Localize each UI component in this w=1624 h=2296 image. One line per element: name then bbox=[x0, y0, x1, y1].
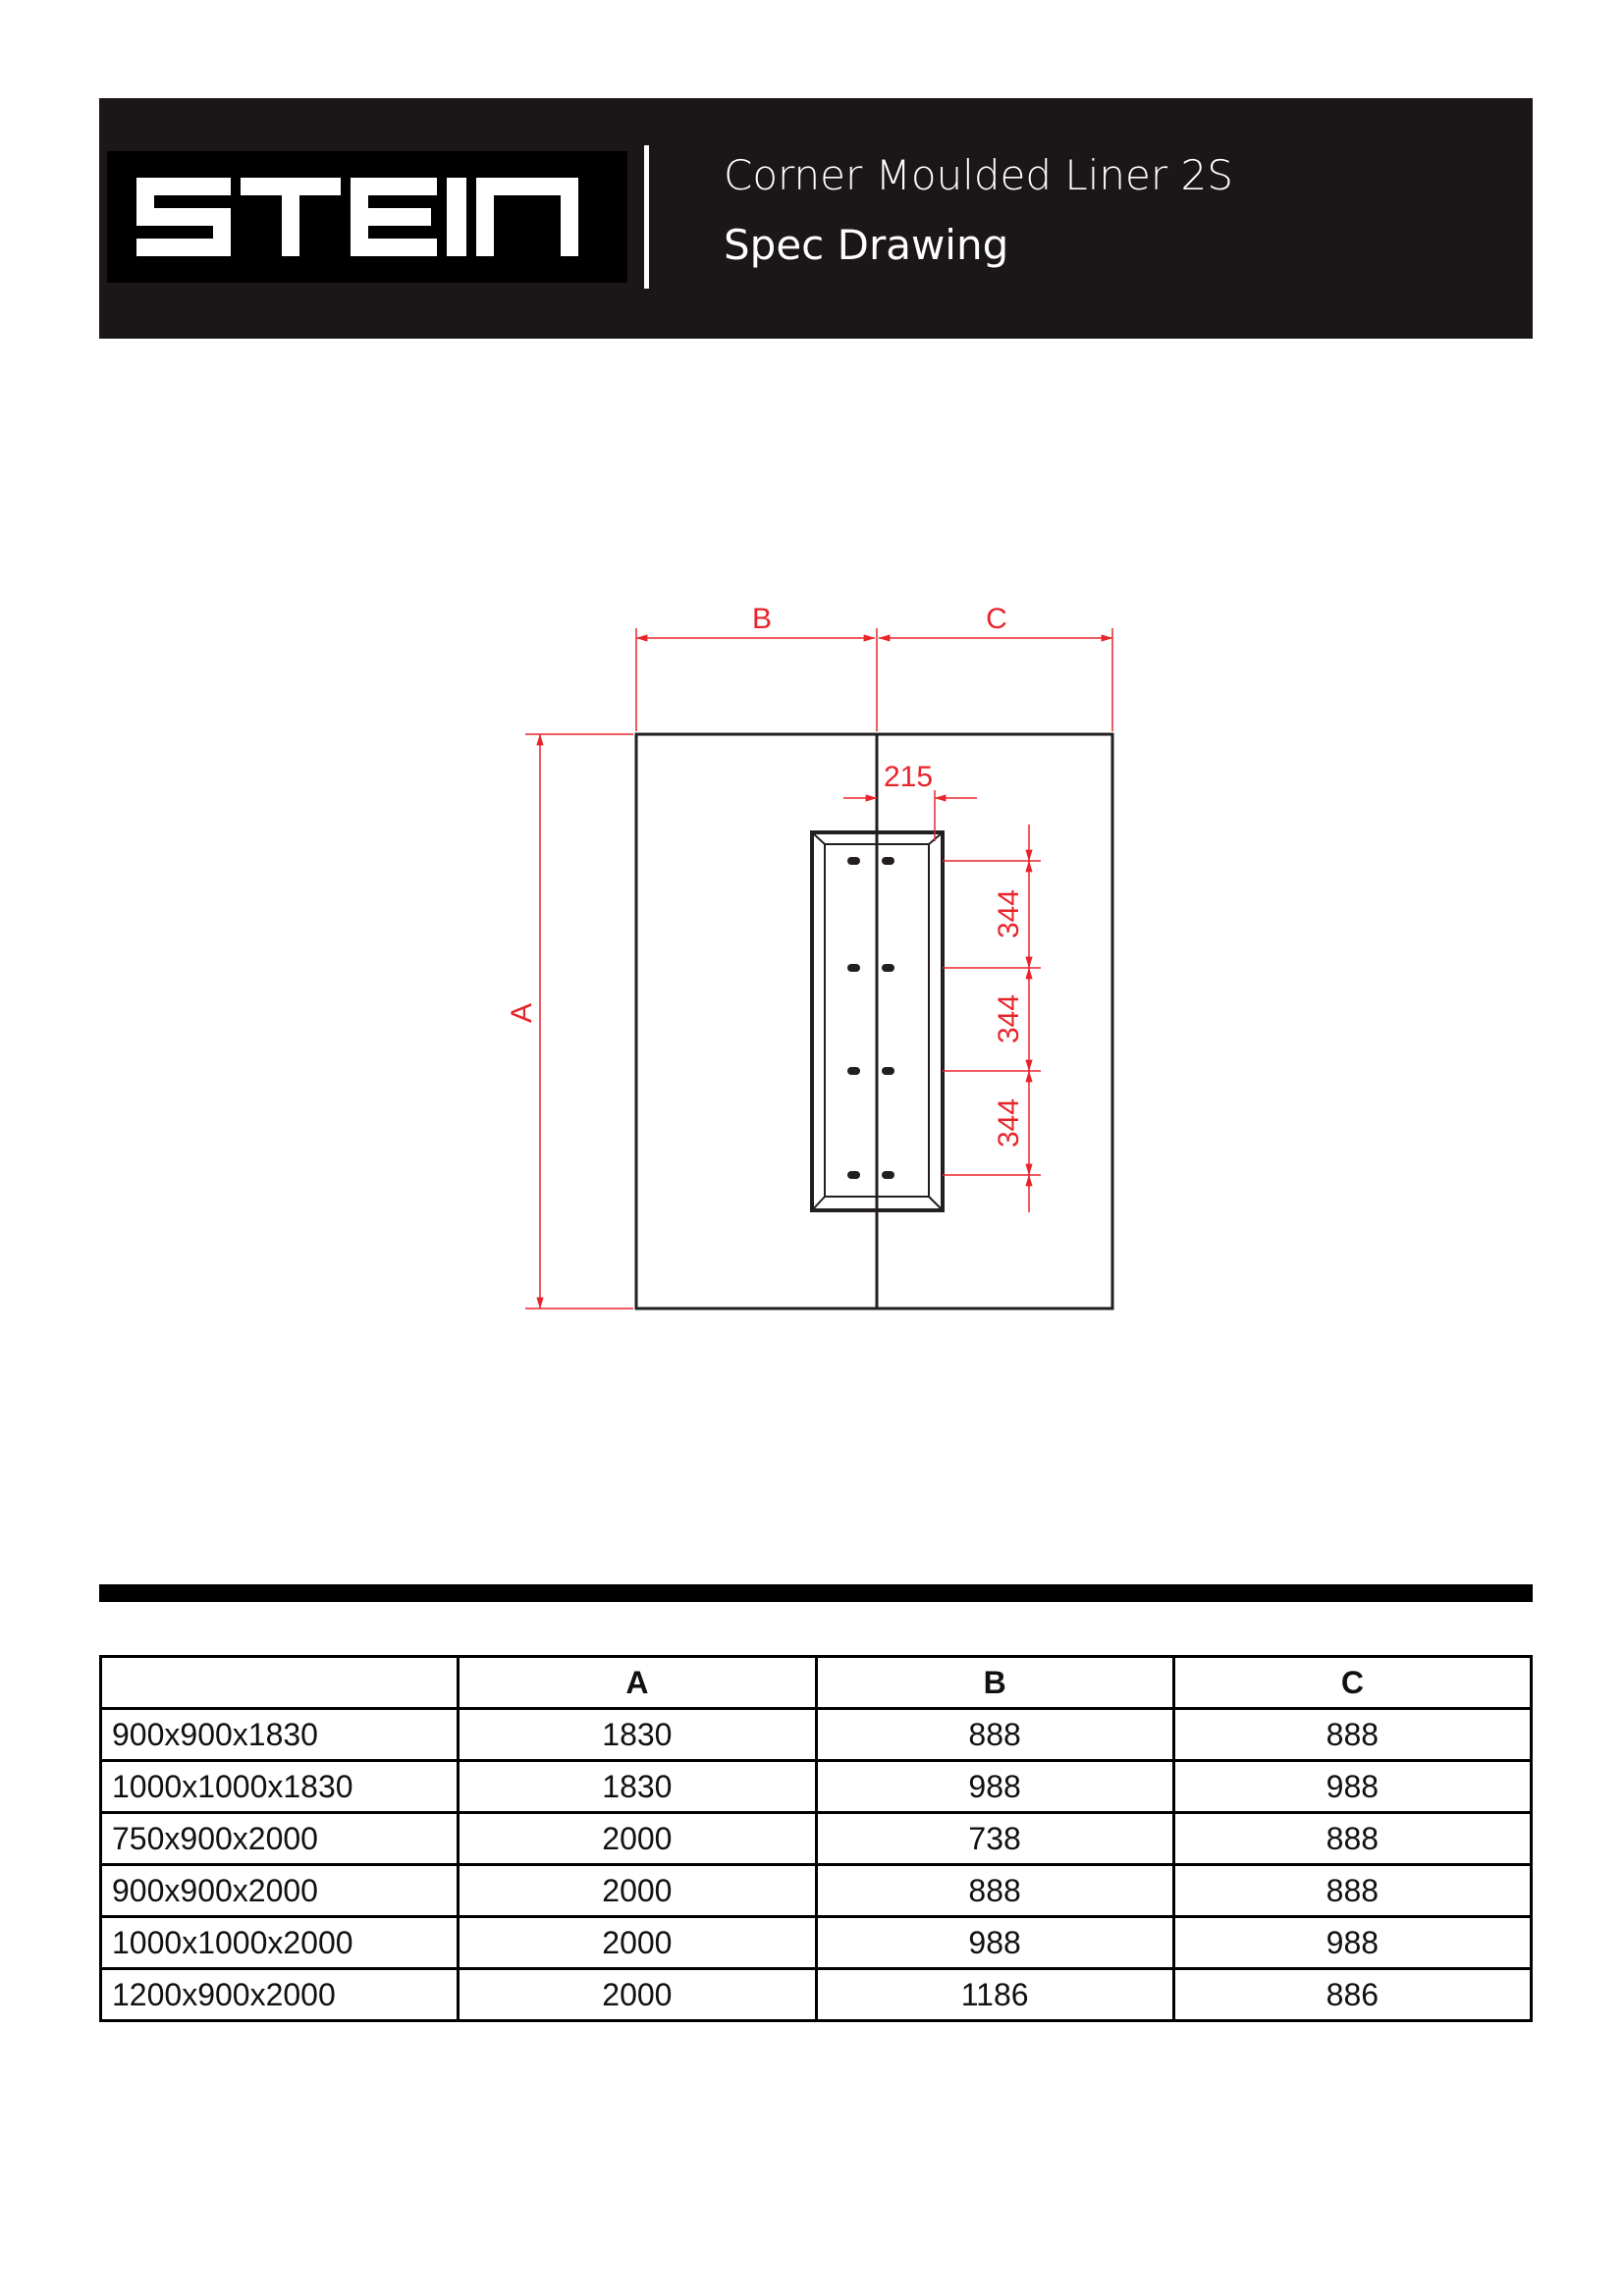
cell-a: 2000 bbox=[459, 1969, 816, 2021]
panel-outline bbox=[636, 734, 1112, 1308]
cell-a: 1830 bbox=[459, 1709, 816, 1761]
cell-c: 886 bbox=[1173, 1969, 1531, 2021]
table-row bbox=[101, 1813, 1532, 1865]
cell-a: 2000 bbox=[459, 1917, 816, 1969]
cell-b: 1186 bbox=[816, 1969, 1173, 2021]
cell-c: 988 bbox=[1173, 1917, 1531, 1969]
cell-a: 2000 bbox=[459, 1813, 816, 1865]
cell-c: 888 bbox=[1173, 1865, 1531, 1917]
cell-size: 750x900x2000 bbox=[101, 1813, 459, 1865]
dimensions-table bbox=[99, 1655, 1533, 2022]
document-subtitle: Spec Drawing bbox=[724, 221, 1009, 269]
header-divider bbox=[644, 145, 649, 289]
table-row bbox=[101, 1917, 1532, 1969]
cell-a: 1830 bbox=[459, 1761, 816, 1813]
cell-size: 900x900x1830 bbox=[101, 1709, 459, 1761]
header-a: A bbox=[459, 1657, 816, 1709]
fixing-slots bbox=[847, 857, 894, 1179]
cell-c: 988 bbox=[1173, 1761, 1531, 1813]
spec-drawing bbox=[481, 584, 1149, 1330]
dimension-label-spacing-1: 344 bbox=[993, 888, 1025, 939]
cell-b: 738 bbox=[816, 1813, 1173, 1865]
dimension-label-a: A bbox=[506, 1002, 538, 1024]
dimension-lines bbox=[525, 628, 1112, 1308]
table-row bbox=[101, 1709, 1532, 1761]
dimension-label-b: B bbox=[751, 603, 773, 635]
table-separator-bar bbox=[99, 1584, 1533, 1602]
stein-logo bbox=[136, 178, 598, 256]
table-header-row bbox=[101, 1657, 1532, 1709]
table-row bbox=[101, 1865, 1532, 1917]
cell-a: 2000 bbox=[459, 1865, 816, 1917]
header-c: C bbox=[1173, 1657, 1531, 1709]
dimension-label-c: C bbox=[986, 603, 1007, 635]
dimension-label-spacing-2: 344 bbox=[993, 993, 1025, 1044]
cell-b: 988 bbox=[816, 1917, 1173, 1969]
cell-size: 1000x1000x1830 bbox=[101, 1761, 459, 1813]
brand-logo bbox=[107, 151, 627, 283]
cell-size: 1200x900x2000 bbox=[101, 1969, 459, 2021]
cell-c: 888 bbox=[1173, 1709, 1531, 1761]
table-row bbox=[101, 1761, 1532, 1813]
cell-b: 888 bbox=[816, 1709, 1173, 1761]
cell-size: 1000x1000x2000 bbox=[101, 1917, 459, 1969]
header-b: B bbox=[816, 1657, 1173, 1709]
dimension-label-width: 215 bbox=[883, 761, 934, 793]
cell-b: 988 bbox=[816, 1761, 1173, 1813]
header-size bbox=[101, 1657, 459, 1709]
header-banner bbox=[99, 98, 1533, 339]
cell-b: 888 bbox=[816, 1865, 1173, 1917]
document-title: Corner Moulded Liner 2S bbox=[724, 151, 1233, 199]
cell-size: 900x900x2000 bbox=[101, 1865, 459, 1917]
dimension-label-spacing-3: 344 bbox=[993, 1097, 1025, 1148]
cell-c: 888 bbox=[1173, 1813, 1531, 1865]
table-row bbox=[101, 1969, 1532, 2021]
